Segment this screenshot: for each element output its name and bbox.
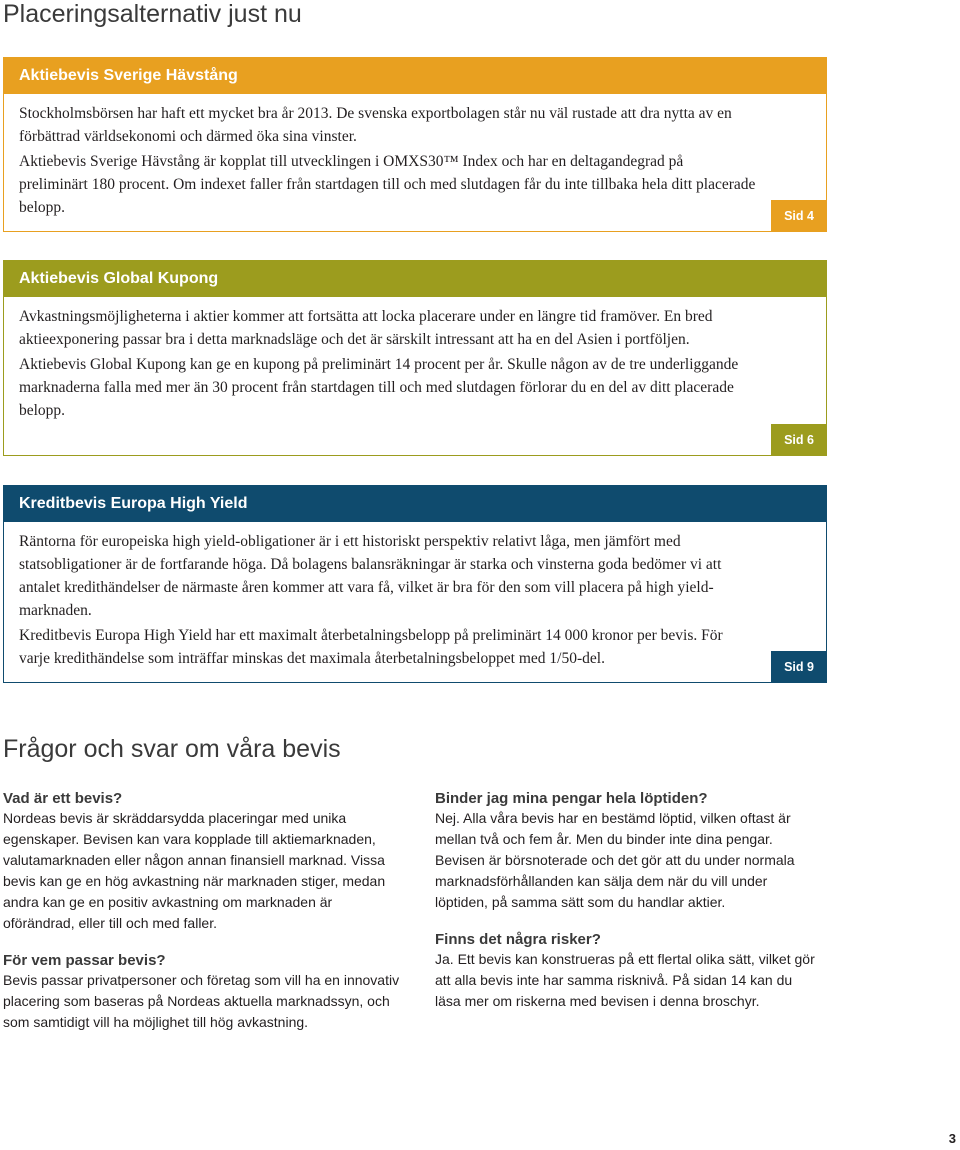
faq-answer: Ja. Ett bevis kan konstrueras på ett flertal olika sätt, vilket gör att alla bevis inte har samma risknivå. På sidan 14 kan du läsa mer om riskerna med bevisen i denna broschyr. — [435, 951, 815, 1009]
product-paragraph: Aktiebevis Global Kupong kan ge en kupong på preliminärt 14 procent per år. Skulle någon av de tre underliggande marknaderna falla med mer än 30 procent från startdagen till och med slutdagen förlorar du en del av ditt placerade belopp. — [19, 356, 739, 419]
product-title: Kreditbevis Europa High Yield — [4, 486, 826, 522]
product-box-sverige-havstang — [3, 57, 827, 232]
faq-answer: Nej. Alla våra bevis har en bestämd löptid, vilken oftast är mellan två och fem år. Men du binder inte dina pengar. Bevisen är börsnoterade och det gör att du under normala marknadsförhållanden kan sälja dem när du vill under löptiden, på samma sätt som du handlar aktier. — [435, 810, 795, 910]
product-description — [4, 297, 826, 422]
page-reference-link[interactable]: Sid 4 — [771, 200, 827, 232]
page-reference-link[interactable]: Sid 9 — [771, 651, 827, 683]
product-paragraph: Aktiebevis Sverige Hävstång är kopplat till utvecklingen i OMXS30™ Index och har en deltagandegrad på preliminärt 180 procent. Om indexet faller från startdagen till och med slutdagen får du inte tillbaka hela ditt placerade belopp. — [19, 153, 756, 216]
faq-column-left — [3, 790, 403, 1051]
faq-question: För vem passar bevis? — [3, 952, 166, 969]
faq-question: Binder jag mina pengar hela löptiden? — [435, 790, 708, 807]
faq-answer: Nordeas bevis är skräddarsydda placeringar med unika egenskaper. Bevisen kan vara kopplade till aktiemarknaden, valutamarknaden eller någon annan finansiell marknad. Vissa bevis kan ge en hög avkastning när marknaden stiger, medan andra kan ge en positiv avkastning om marknaden är oförändrad, eller till och med faller. — [3, 810, 386, 931]
faq-title: Frågor och svar om våra bevis — [3, 735, 341, 763]
product-title: Aktiebevis Sverige Hävstång — [4, 58, 826, 94]
page-number: 3 — [948, 1131, 956, 1146]
product-paragraph: Kreditbevis Europa High Yield har ett maximalt återbetalningsbelopp på preliminärt 14 000 kronor per bevis. För varje kredithändelse som inträffar minskas det maximala återbetalningsbeloppet med 1/50-del. — [19, 627, 723, 667]
faq-column-right — [435, 790, 820, 1030]
product-description — [4, 522, 826, 670]
product-paragraph: Stockholmsbörsen har haft ett mycket bra år 2013. De svenska exportbolagen står nu väl rustade att dra nytta av en förbättrad världsekonomi och därmed öka sina vinster. — [19, 105, 732, 145]
page-reference-link[interactable]: Sid 6 — [771, 424, 827, 456]
product-box-europa-high-yield — [3, 485, 827, 683]
product-box-global-kupong — [3, 260, 827, 456]
product-paragraph: Räntorna för europeiska high yield-obligationer är i ett historiskt perspektiv relativt låga, men jämfört med statsobligationer är de fortfarande höga. Då bolagens balansräkningar är starka och vinsterna goda bedömer vi att antalet kredithändelser de närmaste åren kommer att vara få, vilket är bra för den som vill placera på high yield-marknaden. — [19, 533, 722, 619]
page-title: Placeringsalternativ just nu — [3, 0, 302, 28]
product-description — [4, 94, 826, 219]
faq-question: Vad är ett bevis? — [3, 790, 123, 807]
faq-answer: Bevis passar privatpersoner och företag som vill ha en innovativ placering som baseras på Nordeas aktuella marknadssyn, och som samtidigt vill ha möjlighet till hög avkastning. — [3, 972, 400, 1030]
faq-question: Finns det några risker? — [435, 931, 601, 948]
product-paragraph: Avkastningsmöjligheterna i aktier kommer att fortsätta att locka placerare under en längre tid framöver. En bred aktieexponering passar bra i detta marknadsläge och det är särskilt intressant att ha en del Asien i portföljen. — [19, 308, 713, 348]
product-title: Aktiebevis Global Kupong — [4, 261, 826, 297]
